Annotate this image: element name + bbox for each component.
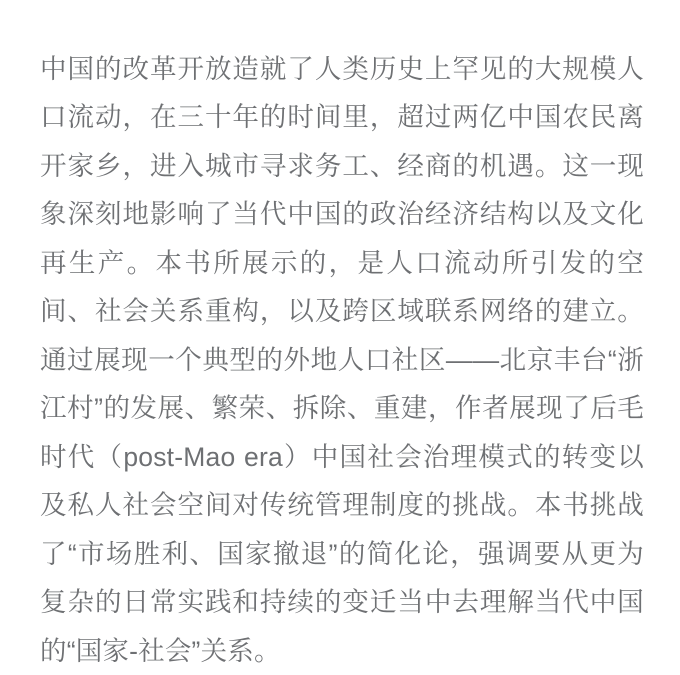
document-paragraph: 中国的改革开放造就了人类历史上罕见的大规模人口流动，在三十年的时间里，超过两亿中国农民离开家乡，进入城市寻求务工、经商的机遇。这一现象深刻地影响了当代中国的政治经济结构以及文化再生产。本书所展示的，是人口流动所引发的空间、社会关系重构，以及跨区域联系网络的建立。通过展现一个典型的外地人口社区——北京丰台“浙江村”的发展、繁荣、拆除、重建，作者展现了后毛时代（post-Mao era）中国社会治理模式的转变以及私人社会空间对传统管理制度的挑战。本书挑战了“市场胜利、国家撤退”的简化论，强调要从更为复杂的日常实践和持续的变迁当中去理解当代中国的“国家-社会”关系。: [40, 45, 644, 675]
